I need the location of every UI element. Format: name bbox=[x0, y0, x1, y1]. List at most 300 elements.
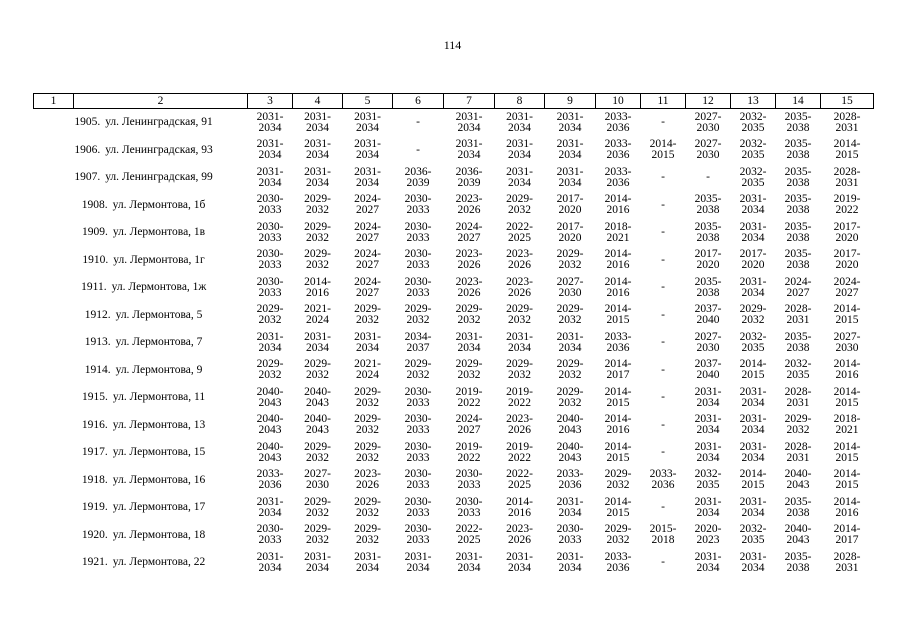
year-range-cell bbox=[776, 164, 821, 192]
table-row bbox=[34, 384, 874, 412]
year-range-cell bbox=[343, 439, 393, 467]
row-number: 1911. bbox=[81, 281, 107, 294]
year-range-cell bbox=[821, 494, 874, 522]
year-range-cell bbox=[776, 137, 821, 165]
start-year: 2031- bbox=[739, 495, 767, 508]
start-year: 2031- bbox=[556, 110, 584, 123]
end-year: 2015 bbox=[651, 149, 675, 162]
start-year: 2029- bbox=[354, 523, 381, 536]
year-range-cell bbox=[731, 494, 776, 522]
start-year: 2031- bbox=[256, 138, 284, 151]
year-range-cell bbox=[686, 357, 731, 385]
end-year: 2020 bbox=[835, 231, 859, 244]
year-range-cell bbox=[393, 302, 444, 330]
year-range-cell bbox=[821, 412, 874, 440]
end-year: 2043 bbox=[258, 396, 282, 409]
year-range-cell bbox=[821, 109, 874, 137]
start-year: 2014- bbox=[604, 193, 632, 206]
end-year: 2016 bbox=[606, 259, 630, 272]
end-year: 2032 bbox=[606, 534, 630, 547]
start-year: 2031- bbox=[739, 440, 767, 453]
end-year: 2032 bbox=[306, 451, 329, 464]
start-year: 2023- bbox=[506, 248, 533, 261]
start-year: 2036- bbox=[404, 165, 432, 178]
end-year: 2034 bbox=[306, 561, 329, 574]
address-text: ул. Ленинградская, 91 bbox=[105, 116, 213, 129]
end-year: 2016 bbox=[508, 506, 531, 519]
year-range-cell bbox=[343, 302, 393, 330]
start-year: 2024- bbox=[833, 275, 861, 288]
year-range-cell bbox=[293, 247, 343, 275]
start-year: 2031- bbox=[256, 110, 284, 123]
year-range-cell bbox=[596, 439, 641, 467]
row-number: 1920. bbox=[81, 528, 108, 541]
end-year: 2015 bbox=[606, 451, 630, 464]
row-number: 1919. bbox=[81, 501, 108, 514]
year-range-cell bbox=[444, 384, 495, 412]
start-year: 2032- bbox=[694, 468, 722, 481]
address-text: ул. Лермонтова, 15 bbox=[112, 446, 206, 459]
year-range-cell bbox=[444, 247, 495, 275]
year-range-cell bbox=[731, 219, 776, 247]
year-range-cell bbox=[495, 467, 545, 495]
end-year: 2015 bbox=[835, 451, 859, 464]
end-year: 2039 bbox=[457, 176, 481, 189]
end-year: 2036 bbox=[258, 479, 282, 492]
end-year: 2032 bbox=[356, 506, 379, 519]
row-number: 1909. bbox=[81, 226, 108, 239]
year-range-cell bbox=[343, 274, 393, 302]
start-year: 2024- bbox=[354, 220, 381, 233]
table-row bbox=[34, 357, 874, 385]
year-range-cell bbox=[821, 137, 874, 165]
end-year: 2034 bbox=[696, 506, 720, 519]
start-year: 2031- bbox=[304, 330, 331, 343]
start-year: 2032- bbox=[739, 330, 767, 343]
start-year: 2029- bbox=[354, 495, 381, 508]
year-range-cell bbox=[393, 549, 444, 577]
start-year: 2029- bbox=[404, 303, 432, 316]
year-range-cell bbox=[293, 219, 343, 247]
end-year: 2034 bbox=[558, 121, 582, 134]
end-year: 2027 bbox=[356, 259, 379, 272]
end-year: 2033 bbox=[258, 534, 282, 547]
end-year: 2036 bbox=[606, 149, 630, 162]
year-range-cell bbox=[641, 357, 686, 385]
year-range-cell bbox=[776, 219, 821, 247]
year-range-cell bbox=[545, 522, 596, 550]
start-year: 2031- bbox=[556, 138, 584, 151]
start-year: 2033- bbox=[604, 330, 632, 343]
table-body bbox=[34, 109, 874, 577]
end-year: 2030 bbox=[558, 286, 582, 299]
end-year: 2026 bbox=[508, 424, 531, 437]
year-range-cell bbox=[293, 274, 343, 302]
year-range-cell bbox=[343, 247, 393, 275]
start-year: 2029- bbox=[455, 358, 483, 371]
start-year: 2030- bbox=[256, 248, 284, 261]
year-range-cell bbox=[343, 412, 393, 440]
year-range-cell bbox=[248, 439, 293, 467]
year-range-cell bbox=[821, 192, 874, 220]
start-year: 2035- bbox=[784, 138, 812, 151]
start-year: 2030- bbox=[404, 275, 432, 288]
end-year: 2032 bbox=[558, 396, 582, 409]
start-year: 2035- bbox=[784, 330, 812, 343]
table-row bbox=[34, 329, 874, 357]
address-cell bbox=[34, 467, 248, 495]
column-header: 6 bbox=[393, 94, 444, 109]
year-range-cell bbox=[776, 494, 821, 522]
end-year: 2015 bbox=[606, 314, 630, 327]
year-range-cell bbox=[686, 302, 731, 330]
year-range-cell bbox=[686, 219, 731, 247]
start-year: 2031- bbox=[556, 330, 584, 343]
address-cell bbox=[34, 494, 248, 522]
end-year: 2022 bbox=[457, 451, 481, 464]
end-year: 2034 bbox=[508, 149, 531, 162]
start-year: 2029- bbox=[404, 358, 432, 371]
end-year: 2034 bbox=[306, 149, 329, 162]
start-year: 2035- bbox=[784, 220, 812, 233]
end-year: 2027 bbox=[786, 286, 810, 299]
end-year: 2026 bbox=[457, 204, 481, 217]
year-range-cell bbox=[641, 412, 686, 440]
start-year: 2029- bbox=[354, 385, 381, 398]
end-year: 2015 bbox=[606, 506, 630, 519]
year-range-cell bbox=[731, 274, 776, 302]
end-year: 2034 bbox=[258, 149, 282, 162]
year-range-cell bbox=[731, 357, 776, 385]
end-year: 2043 bbox=[786, 479, 810, 492]
end-year: 2036 bbox=[558, 479, 582, 492]
year-range-cell bbox=[641, 302, 686, 330]
year-range-cell bbox=[393, 329, 444, 357]
end-year: 2038 bbox=[696, 204, 720, 217]
year-range-cell bbox=[776, 549, 821, 577]
start-year: 2040- bbox=[556, 440, 584, 453]
end-year: 2034 bbox=[356, 176, 379, 189]
start-year: 2014- bbox=[604, 413, 632, 426]
start-year: 2029- bbox=[556, 248, 584, 261]
start-year: 2031- bbox=[694, 440, 722, 453]
end-year: 2038 bbox=[786, 204, 810, 217]
year-range-cell bbox=[641, 549, 686, 577]
address-cell bbox=[34, 192, 248, 220]
year-range-cell bbox=[686, 522, 731, 550]
start-year: 2030- bbox=[256, 275, 284, 288]
year-range-cell bbox=[731, 302, 776, 330]
row-number: 1907. bbox=[74, 171, 101, 184]
year-range-cell bbox=[731, 109, 776, 137]
start-year: 2031- bbox=[506, 110, 533, 123]
end-year: 2032 bbox=[558, 369, 582, 382]
year-range-cell bbox=[731, 384, 776, 412]
year-range-cell bbox=[248, 467, 293, 495]
year-range-cell bbox=[343, 192, 393, 220]
end-year: 2034 bbox=[741, 451, 765, 464]
start-year: 2017- bbox=[833, 248, 861, 261]
start-year: - bbox=[661, 418, 665, 431]
start-year: 2035- bbox=[694, 275, 722, 288]
start-year: 2017- bbox=[556, 220, 584, 233]
end-year: 2035 bbox=[741, 341, 765, 354]
end-year: 2034 bbox=[258, 121, 282, 134]
end-year: 2020 bbox=[558, 204, 582, 217]
start-year: 2029- bbox=[506, 303, 533, 316]
start-year: 2019- bbox=[455, 385, 483, 398]
end-year: 2033 bbox=[406, 424, 430, 437]
start-year: - bbox=[661, 363, 665, 376]
year-range-cell bbox=[731, 329, 776, 357]
year-range-cell bbox=[545, 329, 596, 357]
start-year: 2029- bbox=[455, 303, 483, 316]
row-number: 1918. bbox=[81, 473, 108, 486]
year-range-cell bbox=[776, 384, 821, 412]
end-year: 2020 bbox=[741, 259, 765, 272]
year-range-cell bbox=[248, 109, 293, 137]
start-year: 2031- bbox=[354, 165, 381, 178]
start-year: 2014- bbox=[833, 303, 861, 316]
start-year: 2023- bbox=[455, 248, 483, 261]
start-year: 2021- bbox=[304, 303, 331, 316]
year-range-cell bbox=[293, 302, 343, 330]
year-range-cell bbox=[248, 329, 293, 357]
address-text: ул. Лермонтова, 5 bbox=[115, 308, 203, 321]
end-year: 2022 bbox=[508, 396, 531, 409]
address-text: ул. Лермонтова, 17 bbox=[112, 501, 206, 514]
address-cell bbox=[34, 302, 248, 330]
end-year: 2021 bbox=[835, 424, 859, 437]
year-range-cell bbox=[686, 494, 731, 522]
start-year: 2014- bbox=[833, 523, 861, 536]
end-year: 2033 bbox=[558, 534, 582, 547]
end-year: 2026 bbox=[356, 479, 379, 492]
end-year: 2026 bbox=[457, 286, 481, 299]
end-year: 2017 bbox=[835, 534, 859, 547]
start-year: 2029- bbox=[604, 523, 632, 536]
start-year: 2030- bbox=[556, 523, 584, 536]
start-year: 2028- bbox=[784, 440, 812, 453]
start-year: 2033- bbox=[604, 165, 632, 178]
start-year: - bbox=[706, 171, 710, 184]
address-cell bbox=[34, 357, 248, 385]
year-range-cell bbox=[248, 522, 293, 550]
end-year: 2035 bbox=[696, 479, 720, 492]
end-year: 2032 bbox=[786, 424, 810, 437]
year-range-cell bbox=[248, 494, 293, 522]
end-year: 2031 bbox=[835, 121, 859, 134]
year-range-cell bbox=[495, 412, 545, 440]
start-year: 2040- bbox=[784, 523, 812, 536]
end-year: 2032 bbox=[258, 369, 282, 382]
end-year: 2015 bbox=[835, 314, 859, 327]
start-year: 2023- bbox=[354, 468, 381, 481]
end-year: 2034 bbox=[508, 176, 531, 189]
end-year: 2030 bbox=[696, 149, 720, 162]
end-year: 2038 bbox=[786, 176, 810, 189]
start-year: 2031- bbox=[739, 220, 767, 233]
end-year: 2034 bbox=[306, 176, 329, 189]
start-year: 2037- bbox=[694, 303, 722, 316]
year-range-cell bbox=[545, 494, 596, 522]
end-year: 2034 bbox=[258, 341, 282, 354]
end-year: 2026 bbox=[457, 259, 481, 272]
column-header: 7 bbox=[444, 94, 495, 109]
year-range-cell bbox=[393, 467, 444, 495]
year-range-cell bbox=[444, 357, 495, 385]
year-range-cell bbox=[248, 384, 293, 412]
address-cell bbox=[34, 412, 248, 440]
end-year: 2015 bbox=[606, 396, 630, 409]
table-row bbox=[34, 467, 874, 495]
end-year: 2034 bbox=[406, 561, 430, 574]
start-year: 2014- bbox=[604, 248, 632, 261]
start-year: 2015- bbox=[649, 523, 677, 536]
year-range-cell bbox=[293, 164, 343, 192]
end-year: 2034 bbox=[741, 424, 765, 437]
start-year: 2035- bbox=[784, 165, 812, 178]
end-year: 2034 bbox=[696, 424, 720, 437]
start-year: 2031- bbox=[556, 165, 584, 178]
year-range-cell bbox=[596, 549, 641, 577]
year-range-cell bbox=[731, 192, 776, 220]
end-year: 2033 bbox=[406, 259, 430, 272]
year-range-cell bbox=[293, 137, 343, 165]
start-year: 2030- bbox=[404, 440, 432, 453]
year-range-cell bbox=[343, 219, 393, 247]
year-range-cell bbox=[821, 164, 874, 192]
start-year: 2040- bbox=[256, 413, 284, 426]
start-year: 2033- bbox=[604, 550, 632, 563]
end-year: 2032 bbox=[457, 314, 481, 327]
start-year: 2040- bbox=[784, 468, 812, 481]
end-year: 2033 bbox=[406, 286, 430, 299]
start-year: - bbox=[661, 446, 665, 459]
year-range-cell bbox=[641, 164, 686, 192]
start-year: 2031- bbox=[455, 138, 483, 151]
start-year: 2014- bbox=[833, 358, 861, 371]
end-year: 2034 bbox=[457, 561, 481, 574]
end-year: 2034 bbox=[741, 204, 765, 217]
start-year: 2031- bbox=[404, 550, 432, 563]
end-year: 2032 bbox=[306, 259, 329, 272]
start-year: 2028- bbox=[833, 165, 861, 178]
table-row bbox=[34, 137, 874, 165]
start-year: 2031- bbox=[304, 165, 331, 178]
start-year: 2031- bbox=[354, 330, 381, 343]
year-range-cell bbox=[776, 412, 821, 440]
end-year: 2034 bbox=[558, 341, 582, 354]
end-year: 2024 bbox=[306, 314, 329, 327]
end-year: 2034 bbox=[696, 451, 720, 464]
year-range-cell bbox=[495, 109, 545, 137]
page-number: 114 bbox=[443, 38, 462, 52]
schedule-table bbox=[33, 93, 874, 577]
column-header: 11 bbox=[641, 94, 686, 109]
end-year: 2035 bbox=[741, 121, 765, 134]
start-year: 2024- bbox=[455, 413, 483, 426]
end-year: 2031 bbox=[786, 396, 810, 409]
start-year: 2031- bbox=[506, 330, 533, 343]
year-range-cell bbox=[686, 467, 731, 495]
start-year: 2040- bbox=[556, 413, 584, 426]
year-range-cell bbox=[641, 329, 686, 357]
end-year: 2034 bbox=[696, 561, 720, 574]
end-year: 2034 bbox=[306, 121, 329, 134]
year-range-cell bbox=[545, 302, 596, 330]
start-year: - bbox=[661, 556, 665, 569]
end-year: 2033 bbox=[406, 534, 430, 547]
end-year: 2036 bbox=[606, 341, 630, 354]
end-year: 2043 bbox=[258, 424, 282, 437]
end-year: 2032 bbox=[406, 314, 430, 327]
column-header: 1 bbox=[34, 94, 74, 109]
year-range-cell bbox=[444, 274, 495, 302]
table-row bbox=[34, 494, 874, 522]
start-year: - bbox=[661, 308, 665, 321]
start-year: 2030- bbox=[404, 495, 432, 508]
year-range-cell bbox=[293, 522, 343, 550]
start-year: 2031- bbox=[694, 413, 722, 426]
end-year: 2033 bbox=[406, 396, 430, 409]
start-year: 2035- bbox=[784, 495, 812, 508]
start-year: 2031- bbox=[694, 385, 722, 398]
year-range-cell bbox=[444, 412, 495, 440]
year-range-cell bbox=[686, 164, 731, 192]
start-year: 2030- bbox=[404, 523, 432, 536]
year-range-cell bbox=[686, 274, 731, 302]
column-header: 2 bbox=[74, 94, 248, 109]
column-header: 15 bbox=[821, 94, 874, 109]
year-range-cell bbox=[641, 109, 686, 137]
start-year: 2017- bbox=[694, 248, 722, 261]
column-header: 4 bbox=[293, 94, 343, 109]
end-year: 2016 bbox=[606, 204, 630, 217]
start-year: 2014- bbox=[604, 385, 632, 398]
year-range-cell bbox=[343, 467, 393, 495]
start-year: 2028- bbox=[833, 110, 861, 123]
end-year: 2034 bbox=[457, 149, 481, 162]
start-year: 2018- bbox=[833, 413, 861, 426]
end-year: 2015 bbox=[835, 396, 859, 409]
year-range-cell bbox=[293, 384, 343, 412]
end-year: 2038 bbox=[786, 121, 810, 134]
end-year: 2040 bbox=[696, 314, 720, 327]
end-year: 2015 bbox=[741, 479, 765, 492]
year-range-cell bbox=[596, 384, 641, 412]
year-range-cell bbox=[776, 302, 821, 330]
year-range-cell bbox=[686, 384, 731, 412]
start-year: 2031- bbox=[455, 110, 483, 123]
address-text: ул. Лермонтова, 1г bbox=[113, 253, 205, 266]
year-range-cell bbox=[821, 302, 874, 330]
year-range-cell bbox=[596, 412, 641, 440]
end-year: 2032 bbox=[741, 314, 765, 327]
start-year: 2040- bbox=[256, 385, 284, 398]
start-year: 2035- bbox=[784, 193, 812, 206]
row-number: 1916. bbox=[81, 418, 108, 431]
start-year: 2019- bbox=[833, 193, 861, 206]
year-range-cell bbox=[248, 302, 293, 330]
year-range-cell bbox=[393, 219, 444, 247]
end-year: 2034 bbox=[457, 121, 481, 134]
year-range-cell bbox=[641, 247, 686, 275]
start-year: 2030- bbox=[256, 193, 284, 206]
start-year: 2035- bbox=[694, 193, 722, 206]
end-year: 2030 bbox=[696, 121, 720, 134]
year-range-cell bbox=[293, 329, 343, 357]
